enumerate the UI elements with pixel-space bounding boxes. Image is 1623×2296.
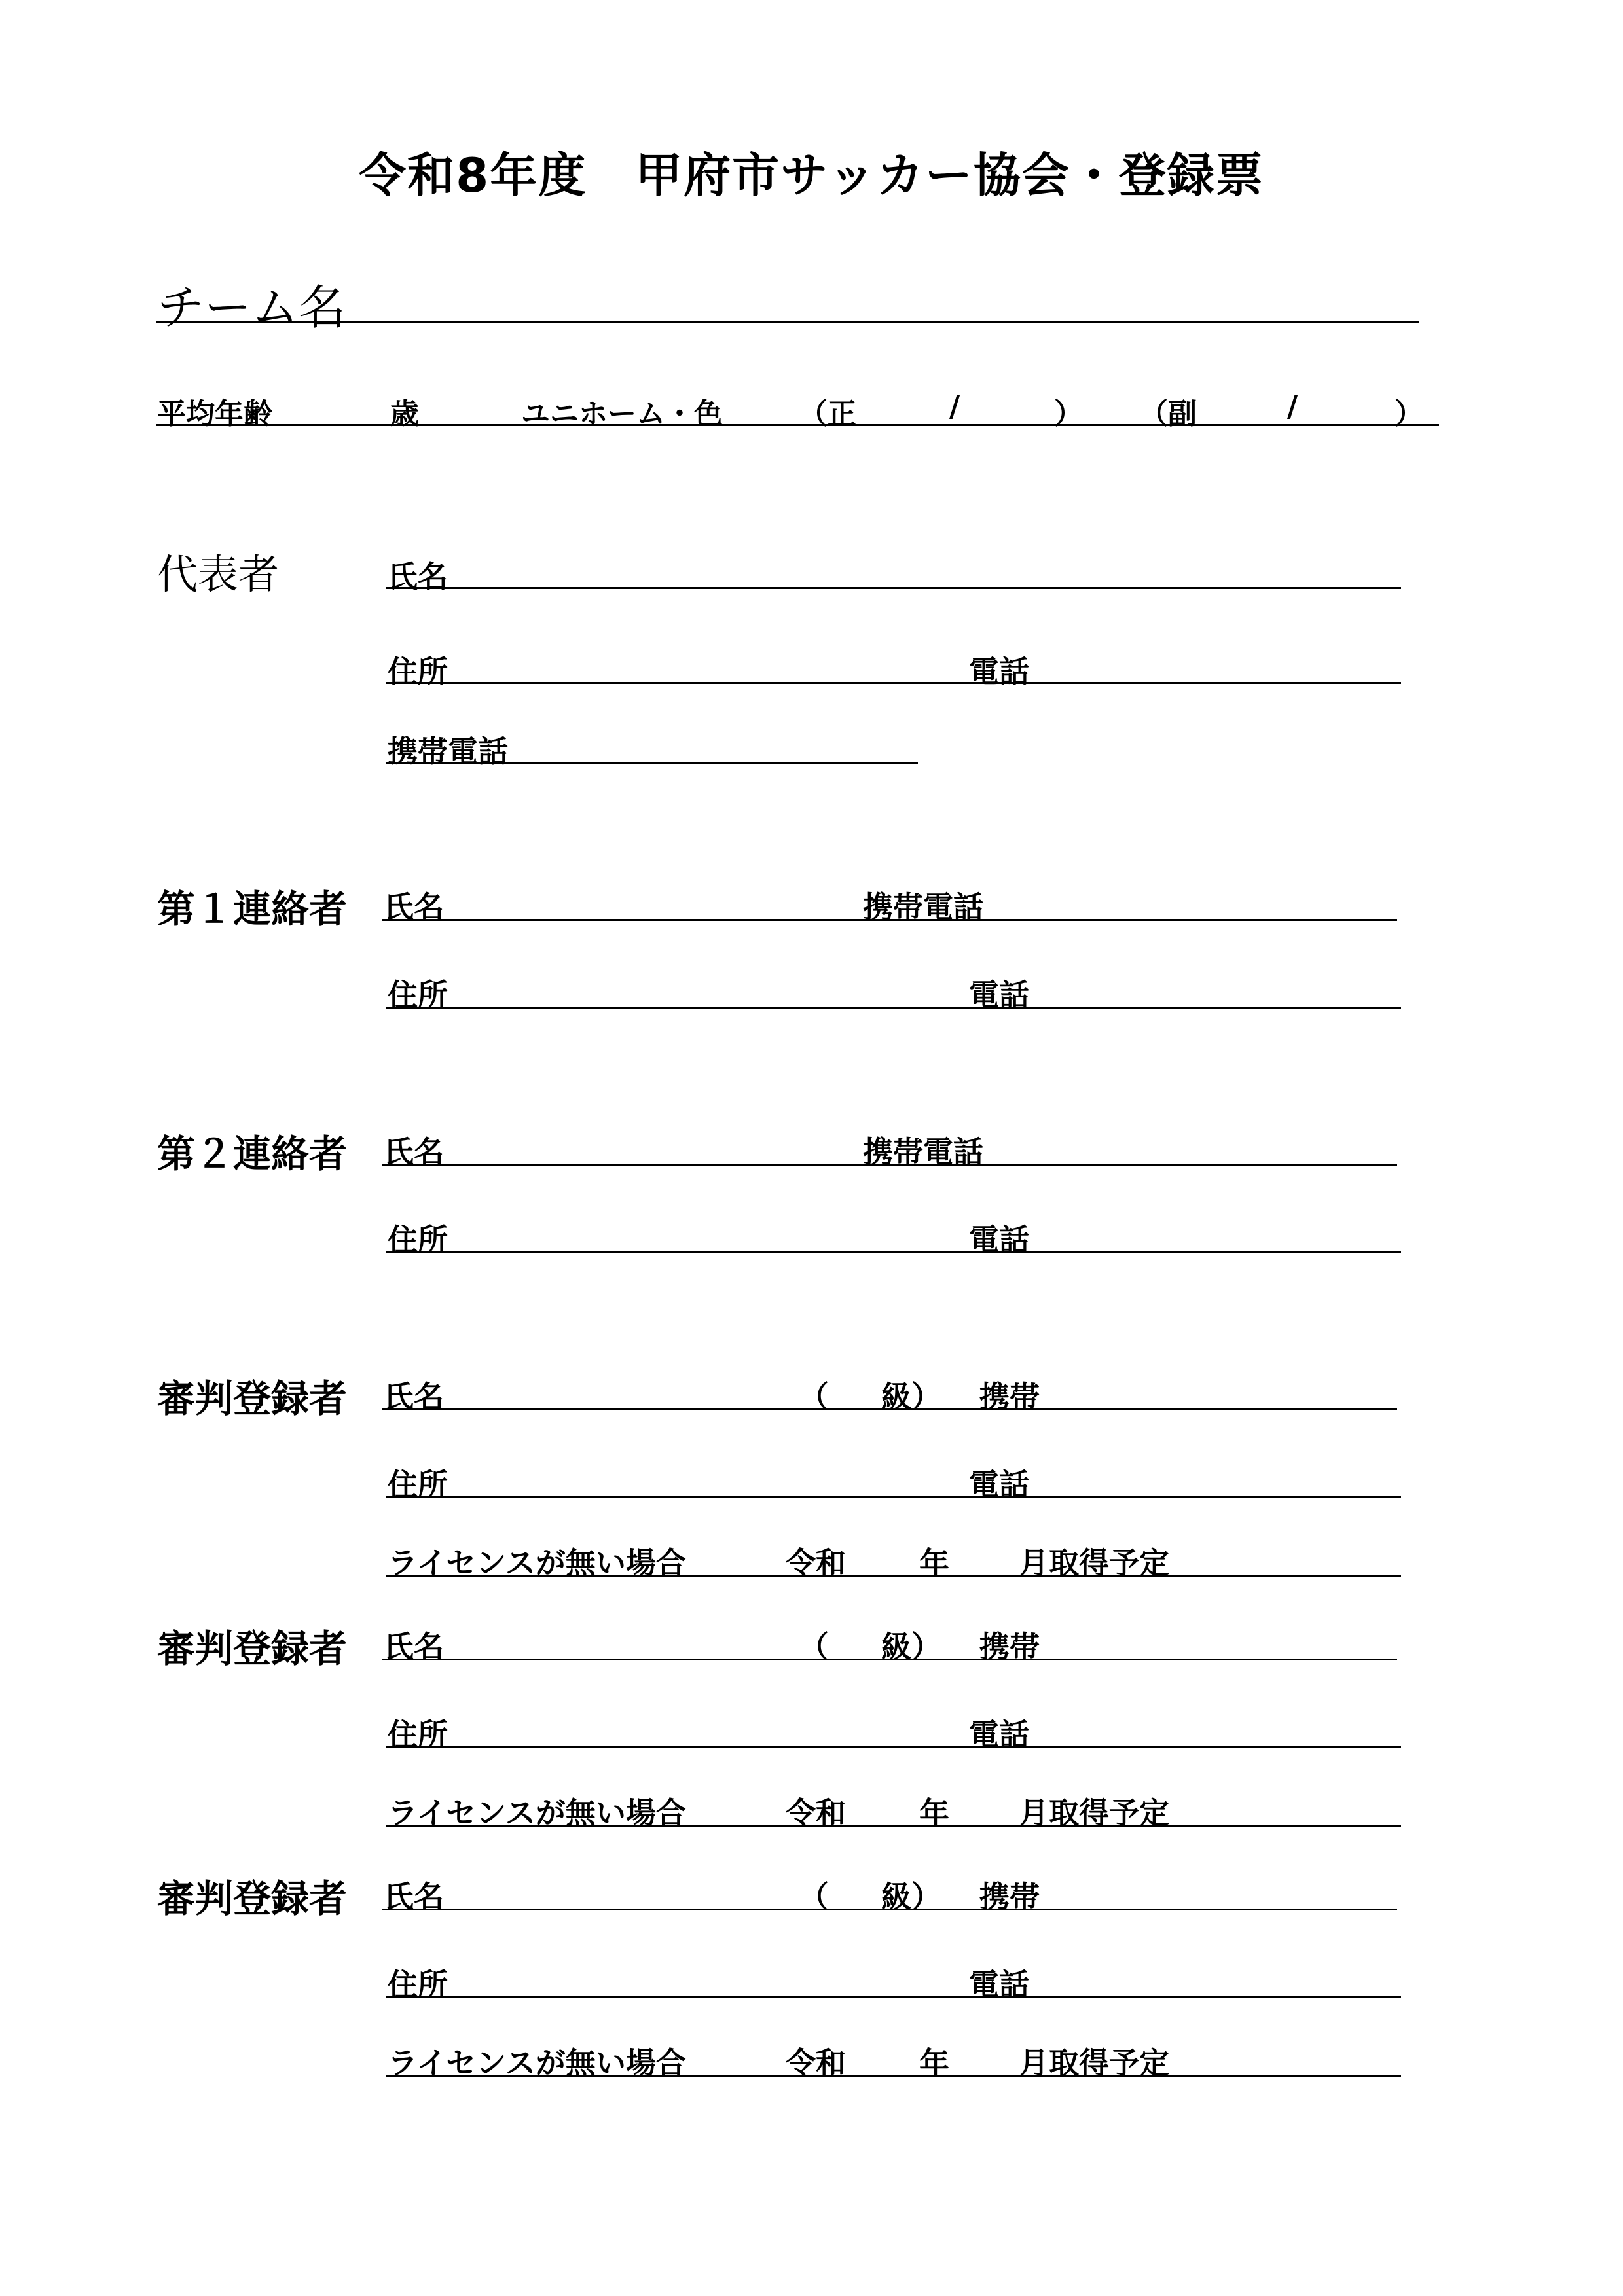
referee3-name-field[interactable] bbox=[382, 1909, 1397, 1910]
referee2-era-label: 令和 bbox=[786, 1795, 846, 1831]
contact1-name-field[interactable] bbox=[382, 919, 1397, 921]
rep-address-field[interactable] bbox=[386, 682, 1401, 684]
referee1-month-label: 月取得予定 bbox=[1019, 1545, 1169, 1581]
contact1-name-label: 氏名 bbox=[384, 889, 444, 925]
contact2-name-field[interactable] bbox=[382, 1164, 1397, 1166]
contact2-name-label: 氏名 bbox=[384, 1134, 444, 1170]
uniform-main-slash: / bbox=[949, 390, 960, 423]
page-title: 令和8年度 甲府市サッカー協会・登録票 bbox=[359, 148, 1264, 203]
referee3-license-field[interactable] bbox=[386, 2075, 1401, 2077]
referee3-era-label: 令和 bbox=[786, 2045, 846, 2081]
referee1-mobile-label: 携帯 bbox=[979, 1379, 1040, 1414]
referee3-month-label: 月取得予定 bbox=[1019, 2045, 1169, 2081]
contact1-mobile-label: 携帯電話 bbox=[863, 889, 983, 925]
referee3-phone-label: 電話 bbox=[969, 1967, 1029, 2002]
referee2-grade-label: 級） bbox=[881, 1629, 941, 1664]
team-name-label: チーム名 bbox=[157, 280, 346, 335]
referee1-era-label: 令和 bbox=[786, 1545, 846, 1581]
referee2-grade-open: （ bbox=[799, 1629, 829, 1664]
referee3-address-field[interactable] bbox=[386, 1996, 1401, 1998]
uniform-label: ユニホーム・色 bbox=[521, 397, 723, 431]
rep-phone-label: 電話 bbox=[969, 654, 1029, 689]
referee1-address-label: 住所 bbox=[388, 1467, 448, 1502]
contact1-address-field[interactable] bbox=[386, 1007, 1401, 1009]
uniform-main-open: （正 bbox=[799, 397, 856, 431]
referee3-license-label: ライセンスが無い場合 bbox=[388, 2045, 686, 2081]
referee2-year-label: 年 bbox=[919, 1795, 949, 1831]
referee1-grade-open: （ bbox=[799, 1379, 829, 1414]
referee1-grade-label: 級） bbox=[881, 1379, 941, 1414]
referee2-license-field[interactable] bbox=[386, 1825, 1401, 1827]
referee2-address-label: 住所 bbox=[388, 1717, 448, 1752]
contact1-address-label: 住所 bbox=[388, 977, 448, 1013]
referee3-mobile-label: 携帯 bbox=[979, 1879, 1040, 1914]
rep-address-label: 住所 bbox=[388, 654, 448, 689]
referee3-grade-label: 級） bbox=[881, 1879, 941, 1914]
referee2-phone-label: 電話 bbox=[969, 1717, 1029, 1752]
referee2-address-field[interactable] bbox=[386, 1746, 1401, 1748]
referee1-name-field[interactable] bbox=[382, 1408, 1397, 1410]
referee1-address-field[interactable] bbox=[386, 1496, 1401, 1498]
rep-mobile-label: 携帯電話 bbox=[388, 734, 508, 769]
info-row-field[interactable] bbox=[156, 424, 1439, 426]
rep-mobile-field[interactable] bbox=[386, 762, 918, 764]
referee2-mobile-label: 携帯 bbox=[979, 1629, 1040, 1664]
referee1-name-label: 氏名 bbox=[384, 1379, 444, 1414]
referee2-month-label: 月取得予定 bbox=[1019, 1795, 1169, 1831]
referee1-license-field[interactable] bbox=[386, 1575, 1401, 1577]
referee1-heading: 審判登録者 bbox=[157, 1376, 348, 1421]
referee2-name-label: 氏名 bbox=[384, 1629, 444, 1664]
rep-name-label: 氏名 bbox=[388, 559, 448, 594]
rep-name-field[interactable] bbox=[386, 587, 1401, 589]
contact2-mobile-label: 携帯電話 bbox=[863, 1134, 983, 1170]
referee1-license-label: ライセンスが無い場合 bbox=[388, 1545, 686, 1581]
contact2-heading: 第２連絡者 bbox=[157, 1132, 348, 1176]
avg-age-label: 平均年齢 bbox=[157, 397, 272, 431]
contact1-phone-label: 電話 bbox=[969, 977, 1029, 1013]
contact2-address-label: 住所 bbox=[388, 1222, 448, 1257]
contact1-heading: 第１連絡者 bbox=[157, 887, 348, 931]
contact2-phone-label: 電話 bbox=[969, 1222, 1029, 1257]
uniform-sub-close: ） bbox=[1395, 397, 1423, 431]
referee3-address-label: 住所 bbox=[388, 1967, 448, 2002]
referee2-heading: 審判登録者 bbox=[157, 1626, 348, 1671]
referee1-phone-label: 電話 bbox=[969, 1467, 1029, 1502]
age-unit-label: 歳 bbox=[390, 397, 419, 431]
uniform-sub-open: （副 bbox=[1139, 397, 1197, 431]
team-name-field[interactable] bbox=[156, 321, 1419, 323]
referee3-heading: 審判登録者 bbox=[157, 1876, 348, 1921]
referee3-name-label: 氏名 bbox=[384, 1879, 444, 1914]
referee3-year-label: 年 bbox=[919, 2045, 949, 2081]
referee1-year-label: 年 bbox=[919, 1545, 949, 1581]
referee2-license-label: ライセンスが無い場合 bbox=[388, 1795, 686, 1831]
representative-heading: 代表者 bbox=[157, 550, 280, 598]
contact2-address-field[interactable] bbox=[386, 1251, 1401, 1253]
uniform-main-close: ） bbox=[1054, 397, 1083, 431]
uniform-sub-slash: / bbox=[1287, 390, 1298, 423]
referee3-grade-open: （ bbox=[799, 1879, 829, 1914]
referee2-name-field[interactable] bbox=[382, 1659, 1397, 1660]
